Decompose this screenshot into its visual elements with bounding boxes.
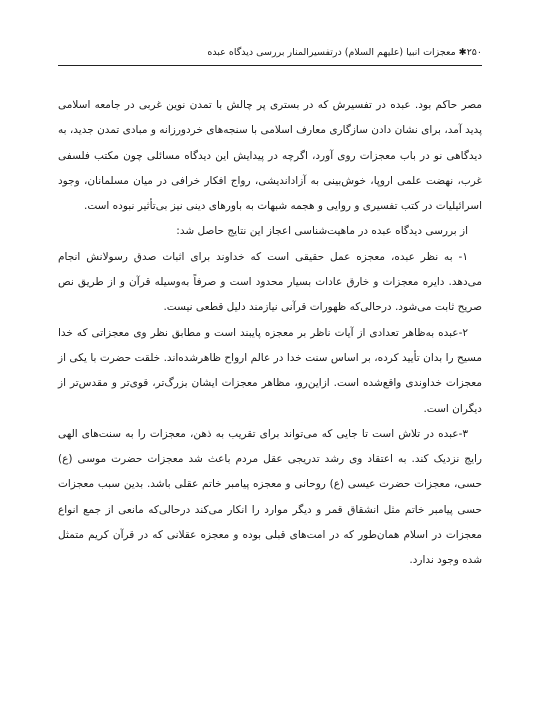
body-text	[58, 93, 482, 574]
paragraph-results-heading: از بررسی دیدگاه عبده در ماهیت‌شناسی اعجاز این نتایج حاصل شد:	[176, 225, 468, 238]
paragraph-intro: مصر حاکم بود. عبده در تفسیرش که در بستری پر چالش با تمدن نوین غربی در جامعه اسلامی پدید آمد، برای نشان دادن سازگاری معارف اسلامی با سنجه‌های خردورزانه و مبادی تمدن جدید، به دیدگاهی نو در باب معجزات روی آورد، اگرچه در پیدایش این دیدگاه مسائلی چون مکتب فلسفی غرب، نهضت علمی اروپا، خوش‌بینی به آزاداندیشی، رواج افکار خرافی در میان مسلمانان، وجود اسرائیلیات در کتب تفسیری و روایی و هجمه شبهات به باورهای دینی نیز بی‌تأثیر نبوده است.	[58, 99, 482, 213]
header-divider	[58, 65, 482, 66]
paragraph-point-2: ۲-عبده به‌ظاهر تعدادی از آیات ناظر بر معجزه پایبند است و مطابق نظر وی معجزاتی که خدا مسیح را بدان تأیید کرده، بر اساس سنت خدا در عالم ارواح ظاهرشده‌اند. خلقت حضرت با یکی از معجزات خداوندی واقع‌شده است. ازاین‌رو، مظاهر معجزات ایشان بزرگ‌تر، قوی‌تر و مقدس‌تر از دیگران است.	[58, 326, 482, 415]
paragraph-point-3: ۳-عبده در تلاش است تا جایی که می‌تواند برای تقریب به ذهن، معجزات را به سنت‌های الهی رایج نزدیک کند. به اعتقاد وی رشد تدریجی عقل مردم باعث شد معجزات حضرت موسی (ع) حسی، معجزات حضرت عیسی (ع) روحانی و معجزه پیامبر خاتم عقلی باشد. بدین سبب معجزات حسی پیامبر خاتم مثل انشقاق قمر و دیگر موارد را انکار می‌کند درحالی‌که مانعی از جمع انواع معجزات در اسلام همان‌طور که در امت‌های قبلی بوده و معجزه عقلانی که در قرآن کریم متمثل شده وجود ندارد.	[58, 427, 482, 567]
running-header: ۲۵۰✱ معجزات انبيا (عليهم السلام) درتفسيرالمنار بررسی ديدگاه عبده	[207, 47, 482, 58]
paragraph-point-1: ۱- به نظر عبده، معجزه عمل حقیقی است که خداوند برای اثبات صدق رسولانش انجام می‌دهد. دایره معجزات و خارق عادات بسیار محدود است و صرفاً به‌وسیله قرآن و از طریق نص صریح ثابت می‌شود. درحالی‌که ظهورات قرآنی نیازمند دلیل قطعی نیست.	[58, 250, 482, 314]
